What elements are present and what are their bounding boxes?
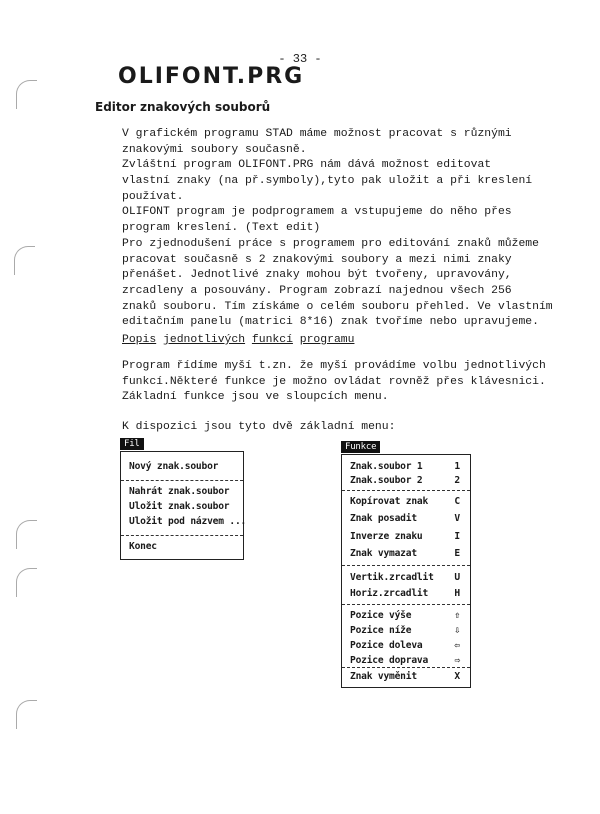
menus-intro <box>122 420 552 436</box>
menu-item-font-1[interactable]: Znak.soubor 1 <box>350 461 423 472</box>
punch-mark-2 <box>14 246 35 275</box>
intro-line: Zvláštní program OLIFONT.PRG nám dává možnost editovat <box>122 159 492 172</box>
punch-mark-3 <box>16 520 37 549</box>
intro-line: pracovat současně s 2 znakovými soubory a mezi nimi znaky <box>122 253 512 266</box>
page-title: OLIFONT.PRG <box>118 64 305 89</box>
function-line: funkcí.Některé funkce je možno ovládat rovněž přes klávesnici. <box>122 375 546 388</box>
intro-line: vlastní znaky (na př.symboly),tyto pak uložit a při kreslení <box>122 175 533 188</box>
intro-line: zrcadleny a posouvány. Program zobrazí najednou všech 256 <box>122 284 512 297</box>
function-line: Program řídíme myší t.zn. že myší provádíme volbu jednotlivých <box>122 360 546 372</box>
menu-item-new-font[interactable]: Nový znak.soubor <box>129 461 219 472</box>
shortcut-key: U <box>454 572 460 583</box>
menu-separator <box>121 535 243 536</box>
arrow-left-icon: ⇦ <box>454 640 460 651</box>
intro-line: používat. <box>122 190 184 203</box>
arrow-down-icon: ⇩ <box>454 625 460 636</box>
fil-menu-tab[interactable]: Fil <box>120 438 144 450</box>
punch-mark-5 <box>16 700 37 729</box>
shortcut-key: C <box>454 496 460 507</box>
punch-mark-1 <box>16 80 37 109</box>
page-number: - 33 - <box>278 52 322 66</box>
arrow-up-icon: ⇧ <box>454 610 460 621</box>
menu-item-save-font[interactable]: Uložit znak.soubor <box>129 501 230 512</box>
menu-item-horizontal-mirror[interactable]: Horiz.zrcadlit <box>350 588 429 599</box>
menu-item-move-right[interactable]: Pozice doprava <box>350 655 429 666</box>
menus-intro-line: K dispozici jsou tyto dvě základní menu: <box>122 421 396 433</box>
shortcut-key: H <box>454 588 460 599</box>
subheading-word: Popis <box>122 334 157 346</box>
intro-line: znaků souboru. Tím získáme o celém souboru přehled. Ve vlastním <box>122 300 553 313</box>
menu-item-quit[interactable]: Konec <box>129 541 157 552</box>
section-title: Editor znakových souborů <box>95 100 271 114</box>
menu-item-place-char[interactable]: Znak posadit <box>350 513 417 524</box>
shortcut-key: 1 <box>454 461 460 472</box>
menu-separator <box>342 604 470 605</box>
shortcut-key: I <box>454 531 460 542</box>
menu-item-copy-char[interactable]: Kopírovat znak <box>350 496 429 507</box>
menu-separator <box>342 490 470 491</box>
menu-item-move-up[interactable]: Pozice výše <box>350 610 412 621</box>
functions-paragraph <box>122 359 552 406</box>
subheading-word: programu <box>299 334 355 346</box>
arrow-right-icon: ⇨ <box>454 655 460 666</box>
intro-line: editačním panelu (matrici 8*16) znak tvoříme nebo upravujeme. <box>122 316 539 329</box>
shortcut-key: 2 <box>454 475 460 486</box>
shortcut-key: V <box>454 513 460 524</box>
menu-separator <box>342 667 470 668</box>
menu-item-swap-char[interactable]: Znak vyměnit <box>350 671 417 682</box>
menu-separator <box>342 565 470 566</box>
subheading-word: funkcí <box>251 334 293 346</box>
menu-item-load-font[interactable]: Nahrát znak.soubor <box>129 486 230 497</box>
intro-line: přenášet. Jednotlivé znaky mohou být tvořeny, upravovány, <box>122 269 512 282</box>
menu-separator <box>121 480 243 481</box>
funkce-menu <box>341 442 471 688</box>
intro-line: OLIFONT program je podprogramem a vstupujeme do něho přes <box>122 206 512 219</box>
menu-item-move-down[interactable]: Pozice níže <box>350 625 412 636</box>
menu-item-font-2[interactable]: Znak.soubor 2 <box>350 475 423 486</box>
punch-mark-4 <box>16 568 37 597</box>
subheading-word: jednotlivých <box>163 334 246 346</box>
menu-item-invert-char[interactable]: Inverze znaku <box>350 531 423 542</box>
intro-line: program kreslení. (Text edit) <box>122 222 321 235</box>
intro-line: V grafickém programu STAD máme možnost pracovat s různými <box>122 128 512 140</box>
menu-item-erase-char[interactable]: Znak vymazat <box>350 548 417 559</box>
shortcut-key: X <box>454 671 460 682</box>
funkce-menu-tab[interactable]: Funkce <box>341 441 380 453</box>
menu-item-move-left[interactable]: Pozice doleva <box>350 640 423 651</box>
fil-menu <box>120 439 247 560</box>
menu-item-vertical-mirror[interactable]: Vertik.zrcadlit <box>350 572 434 583</box>
intro-paragraph <box>122 127 552 331</box>
intro-line: znakovými soubory současně. <box>122 143 307 156</box>
functions-subheading <box>122 334 354 346</box>
intro-line: Pro zjednodušení práce s programem pro editování znaků můžeme <box>122 237 539 250</box>
function-line: Základní funkce jsou ve sloupcích menu. <box>122 391 389 404</box>
shortcut-key: E <box>454 548 460 559</box>
menu-item-save-as[interactable]: Uložit pod názvem ... <box>129 516 247 527</box>
